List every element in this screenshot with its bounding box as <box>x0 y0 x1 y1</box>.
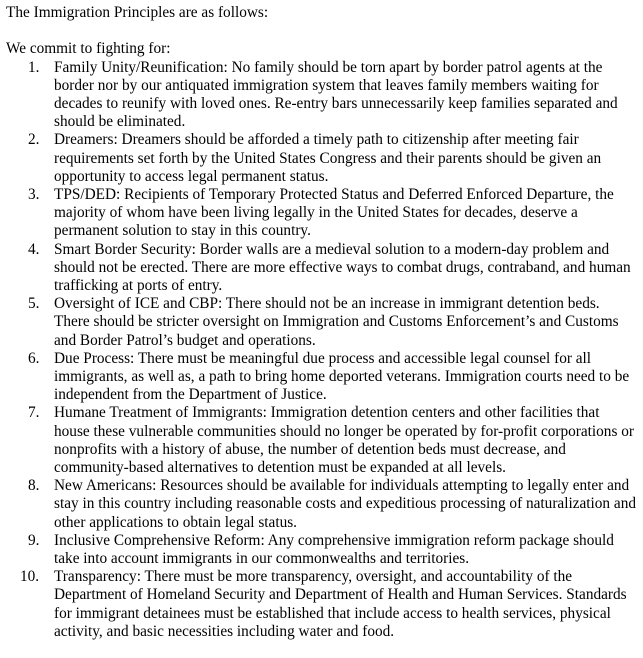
list-item-text: Dreamers: Dreamers should be afforded a timely path to citizenship after meeting fair requirements set forth by the United States Congress and their parents should be given an opportunity to access legal permanent status. <box>54 131 602 185</box>
list-item-text: Inclusive Comprehensive Reform: Any comprehensive immigration reform package should take into account immigrants in our commonwealths and territories. <box>54 531 614 568</box>
list-item-number: 8. <box>28 477 40 495</box>
document <box>6 4 638 641</box>
list-item-number: 10. <box>20 568 40 586</box>
list-item-number: 7. <box>28 404 40 422</box>
list-item-number: 3. <box>28 186 40 203</box>
list-item-number: 6. <box>28 349 40 367</box>
list-item <box>6 350 638 405</box>
list-item <box>6 568 638 641</box>
blank-line <box>6 22 638 40</box>
list-item <box>6 59 638 132</box>
list-item <box>6 241 638 296</box>
list-item-text: Due Process: There must be meaningful due process and accessible legal counsel for all immigrants, as well as, a path to bring home deported veterans. Immigration courts need to be independent from the Department of Justice. <box>54 349 630 404</box>
list-item-text: New Americans: Resources should be available for individuals attempting to legally enter and stay in this country including reasonable costs and expeditious processing of naturalization and other applications to obtain legal status. <box>54 477 636 531</box>
list-item-text: Smart Border Security: Border walls are a medieval solution to a modern-day problem and should not be erected. There are more effective ways to combat drugs, contraband, and human trafficking at ports of entry. <box>54 240 631 295</box>
list-item-number: 4. <box>28 240 40 258</box>
list-item <box>6 477 638 532</box>
list-item-text: Oversight of ICE and CBP: There should not be an increase in immigrant detention beds. There should be stricter oversight on Immigration and Customs Enforcement’s and Customs and Border Patrol’s budget and operations. <box>54 295 619 349</box>
list-item-number: 1. <box>28 58 40 76</box>
list-item <box>6 186 638 241</box>
list-item <box>6 295 638 350</box>
list-item <box>6 532 638 568</box>
list-item-text: Humane Treatment of Immigrants: Immigration detention centers and other facilities that house these vulnerable communities should no longer be operated by for-profit corporations or nonprofits with a history of abuse, the number of detention beds must decrease, and community-based alternatives to detention must be expanded at all levels. <box>54 404 634 477</box>
list-item-number: 2. <box>28 131 40 149</box>
list-item-number: 5. <box>28 295 40 313</box>
list-item <box>6 404 638 477</box>
list-item-text: TPS/DED: Recipients of Temporary Protected Status and Deferred Enforced Departure, the majority of whom have been living legally in the United States for decades, deserve a permanent solution to stay in this country. <box>54 186 614 240</box>
list-item-number: 9. <box>28 531 40 549</box>
document-heading: The Immigration Principles are as follows: <box>6 4 269 21</box>
intro-line: We commit to fighting for: <box>6 40 171 58</box>
list-item-text: Family Unity/Reunification: No family should be torn apart by border patrol agents at the border nor by our antiquated immigration system that leaves family members waiting for decades to reunify with loved ones. Re-entry bars unnecessarily keep families separated and should be eliminated. <box>54 58 618 131</box>
list-item-text: Transparency: There must be more transparency, oversight, and accountability of the Department of Homeland Security and Department of Health and Human Services. Standards for immigrant detainees must be established that include access to health services, physical activity, and basic necessities including water and food. <box>54 568 627 640</box>
principles-list <box>6 59 638 642</box>
list-item <box>6 131 638 186</box>
